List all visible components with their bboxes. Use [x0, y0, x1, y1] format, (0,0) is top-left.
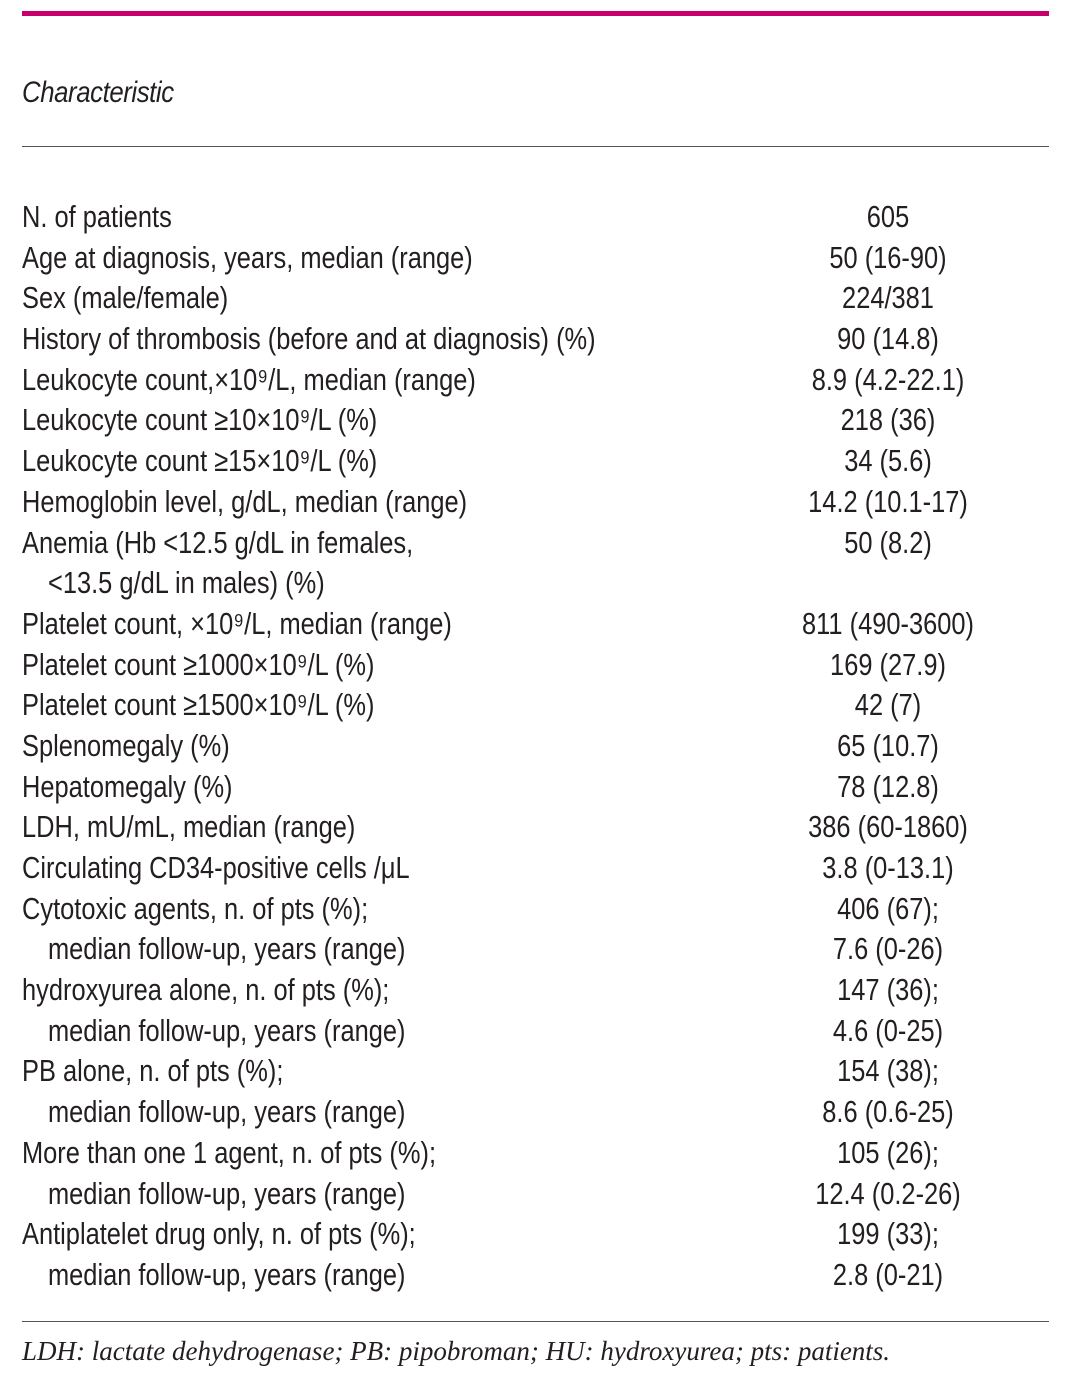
table-row: [22, 1092, 1049, 1133]
row-value: 50 (8.2): [844, 524, 932, 560]
row-value: 169 (27.9): [830, 646, 946, 682]
row-label: Platelet count ≥1500×10⁹/L (%): [22, 687, 375, 723]
table-row: [22, 970, 1049, 1011]
row-label: Sex (male/female): [22, 280, 229, 316]
table-row: [22, 523, 1049, 564]
row-value: 12.4 (0.2-26): [815, 1175, 961, 1211]
row-value: 105 (26);: [837, 1134, 939, 1170]
row-label: Antiplatelet drug only, n. of pts (%);: [22, 1216, 416, 1252]
row-value: 218 (36): [840, 402, 936, 438]
row-label: Leukocyte count ≥10×10⁹/L (%): [22, 402, 378, 438]
table-row: [22, 807, 1049, 848]
row-label: median follow-up, years (range): [48, 1012, 406, 1048]
table-row: [22, 645, 1049, 686]
table-row: [22, 278, 1049, 319]
row-label: History of thrombosis (before and at diagnosis) (%): [22, 321, 596, 357]
row-label: median follow-up, years (range): [48, 1256, 406, 1292]
table-row: [22, 197, 1049, 238]
row-label: PB alone, n. of pts (%);: [22, 1053, 284, 1089]
row-value: 811 (490-3600): [802, 605, 974, 641]
table-row: [22, 360, 1049, 401]
row-label: Leukocyte count,×10⁹/L, median (range): [22, 361, 476, 397]
row-value: 42 (7): [854, 687, 922, 723]
table-row: [22, 441, 1049, 482]
table-row: [22, 726, 1049, 767]
row-value: 50 (16-90): [829, 239, 947, 275]
row-label: median follow-up, years (range): [48, 931, 406, 967]
row-label: Splenomegaly (%): [22, 727, 230, 763]
row-value: 605: [866, 199, 910, 234]
table-row: [22, 1011, 1049, 1052]
row-label: Anemia (Hb <12.5 g/dL in females,: [22, 524, 414, 560]
row-label: median follow-up, years (range): [48, 1094, 406, 1130]
row-label: median follow-up, years (range): [48, 1175, 406, 1211]
row-label: Hemoglobin level, g/dL, median (range): [22, 483, 468, 519]
row-label: Platelet count ≥1000×10⁹/L (%): [22, 646, 375, 682]
table-row: [22, 482, 1049, 523]
table-row: [22, 767, 1049, 808]
table-row: [22, 400, 1049, 441]
row-value: 7.6 (0-26): [832, 931, 944, 967]
row-value: 224/381: [842, 280, 934, 316]
row-value: 147 (36);: [837, 972, 939, 1008]
header-divider: [22, 146, 1049, 147]
row-value: 90 (14.8): [837, 321, 939, 357]
row-value: 199 (33);: [837, 1216, 939, 1252]
table-row: [22, 238, 1049, 279]
row-value: 65 (10.7): [837, 727, 939, 763]
characteristics-table: [22, 197, 1049, 1296]
table-row: [22, 1133, 1049, 1174]
table-row: [22, 604, 1049, 645]
column-header-characteristic: Characteristic: [22, 76, 174, 109]
row-label: Age at diagnosis, years, median (range): [22, 239, 473, 275]
row-label: More than one 1 agent, n. of pts (%);: [22, 1134, 437, 1170]
row-label: N. of patients: [22, 199, 172, 234]
row-label: Circulating CD34-positive cells /μL: [22, 850, 410, 885]
table-row: [22, 848, 1049, 889]
row-label: Platelet count, ×10⁹/L, median (range): [22, 605, 452, 641]
top-accent-rule: [22, 11, 1049, 16]
row-label: Leukocyte count ≥15×10⁹/L (%): [22, 443, 378, 479]
table-row: [22, 319, 1049, 360]
row-value: 4.6 (0-25): [832, 1012, 944, 1048]
table-row: [22, 685, 1049, 726]
row-value: 154 (38);: [837, 1053, 939, 1089]
footer-divider: [22, 1321, 1049, 1322]
row-label: LDH, mU/mL, median (range): [22, 809, 356, 845]
row-value: 406 (67);: [837, 890, 939, 926]
row-value: 2.8 (0-21): [832, 1256, 944, 1292]
row-value: 3.8 (0-13.1): [822, 850, 954, 885]
table-row: [22, 1174, 1049, 1215]
table-row: [22, 929, 1049, 970]
row-value: 8.9 (4.2-22.1): [811, 361, 965, 397]
row-value: 34 (5.6): [844, 443, 932, 479]
row-value: 14.2 (10.1-17): [808, 483, 968, 519]
table-row: [22, 1255, 1049, 1296]
row-value: 78 (12.8): [837, 768, 939, 804]
row-value: 8.6 (0.6-25): [822, 1094, 954, 1130]
table-row: [22, 563, 1049, 604]
table-row: [22, 1214, 1049, 1255]
table-row: [22, 1051, 1049, 1092]
row-value: 386 (60-1860): [808, 809, 968, 845]
row-label: Cytotoxic agents, n. of pts (%);: [22, 890, 369, 926]
row-label: <13.5 g/dL in males) (%): [48, 565, 325, 601]
table-row: [22, 889, 1049, 930]
row-label: hydroxyurea alone, n. of pts (%);: [22, 972, 390, 1008]
table-footnote: LDH: lactate dehydrogenase; PB: pipobroman; HU: hydroxyurea; pts: patients.: [22, 1336, 891, 1366]
row-label: Hepatomegaly (%): [22, 768, 233, 804]
